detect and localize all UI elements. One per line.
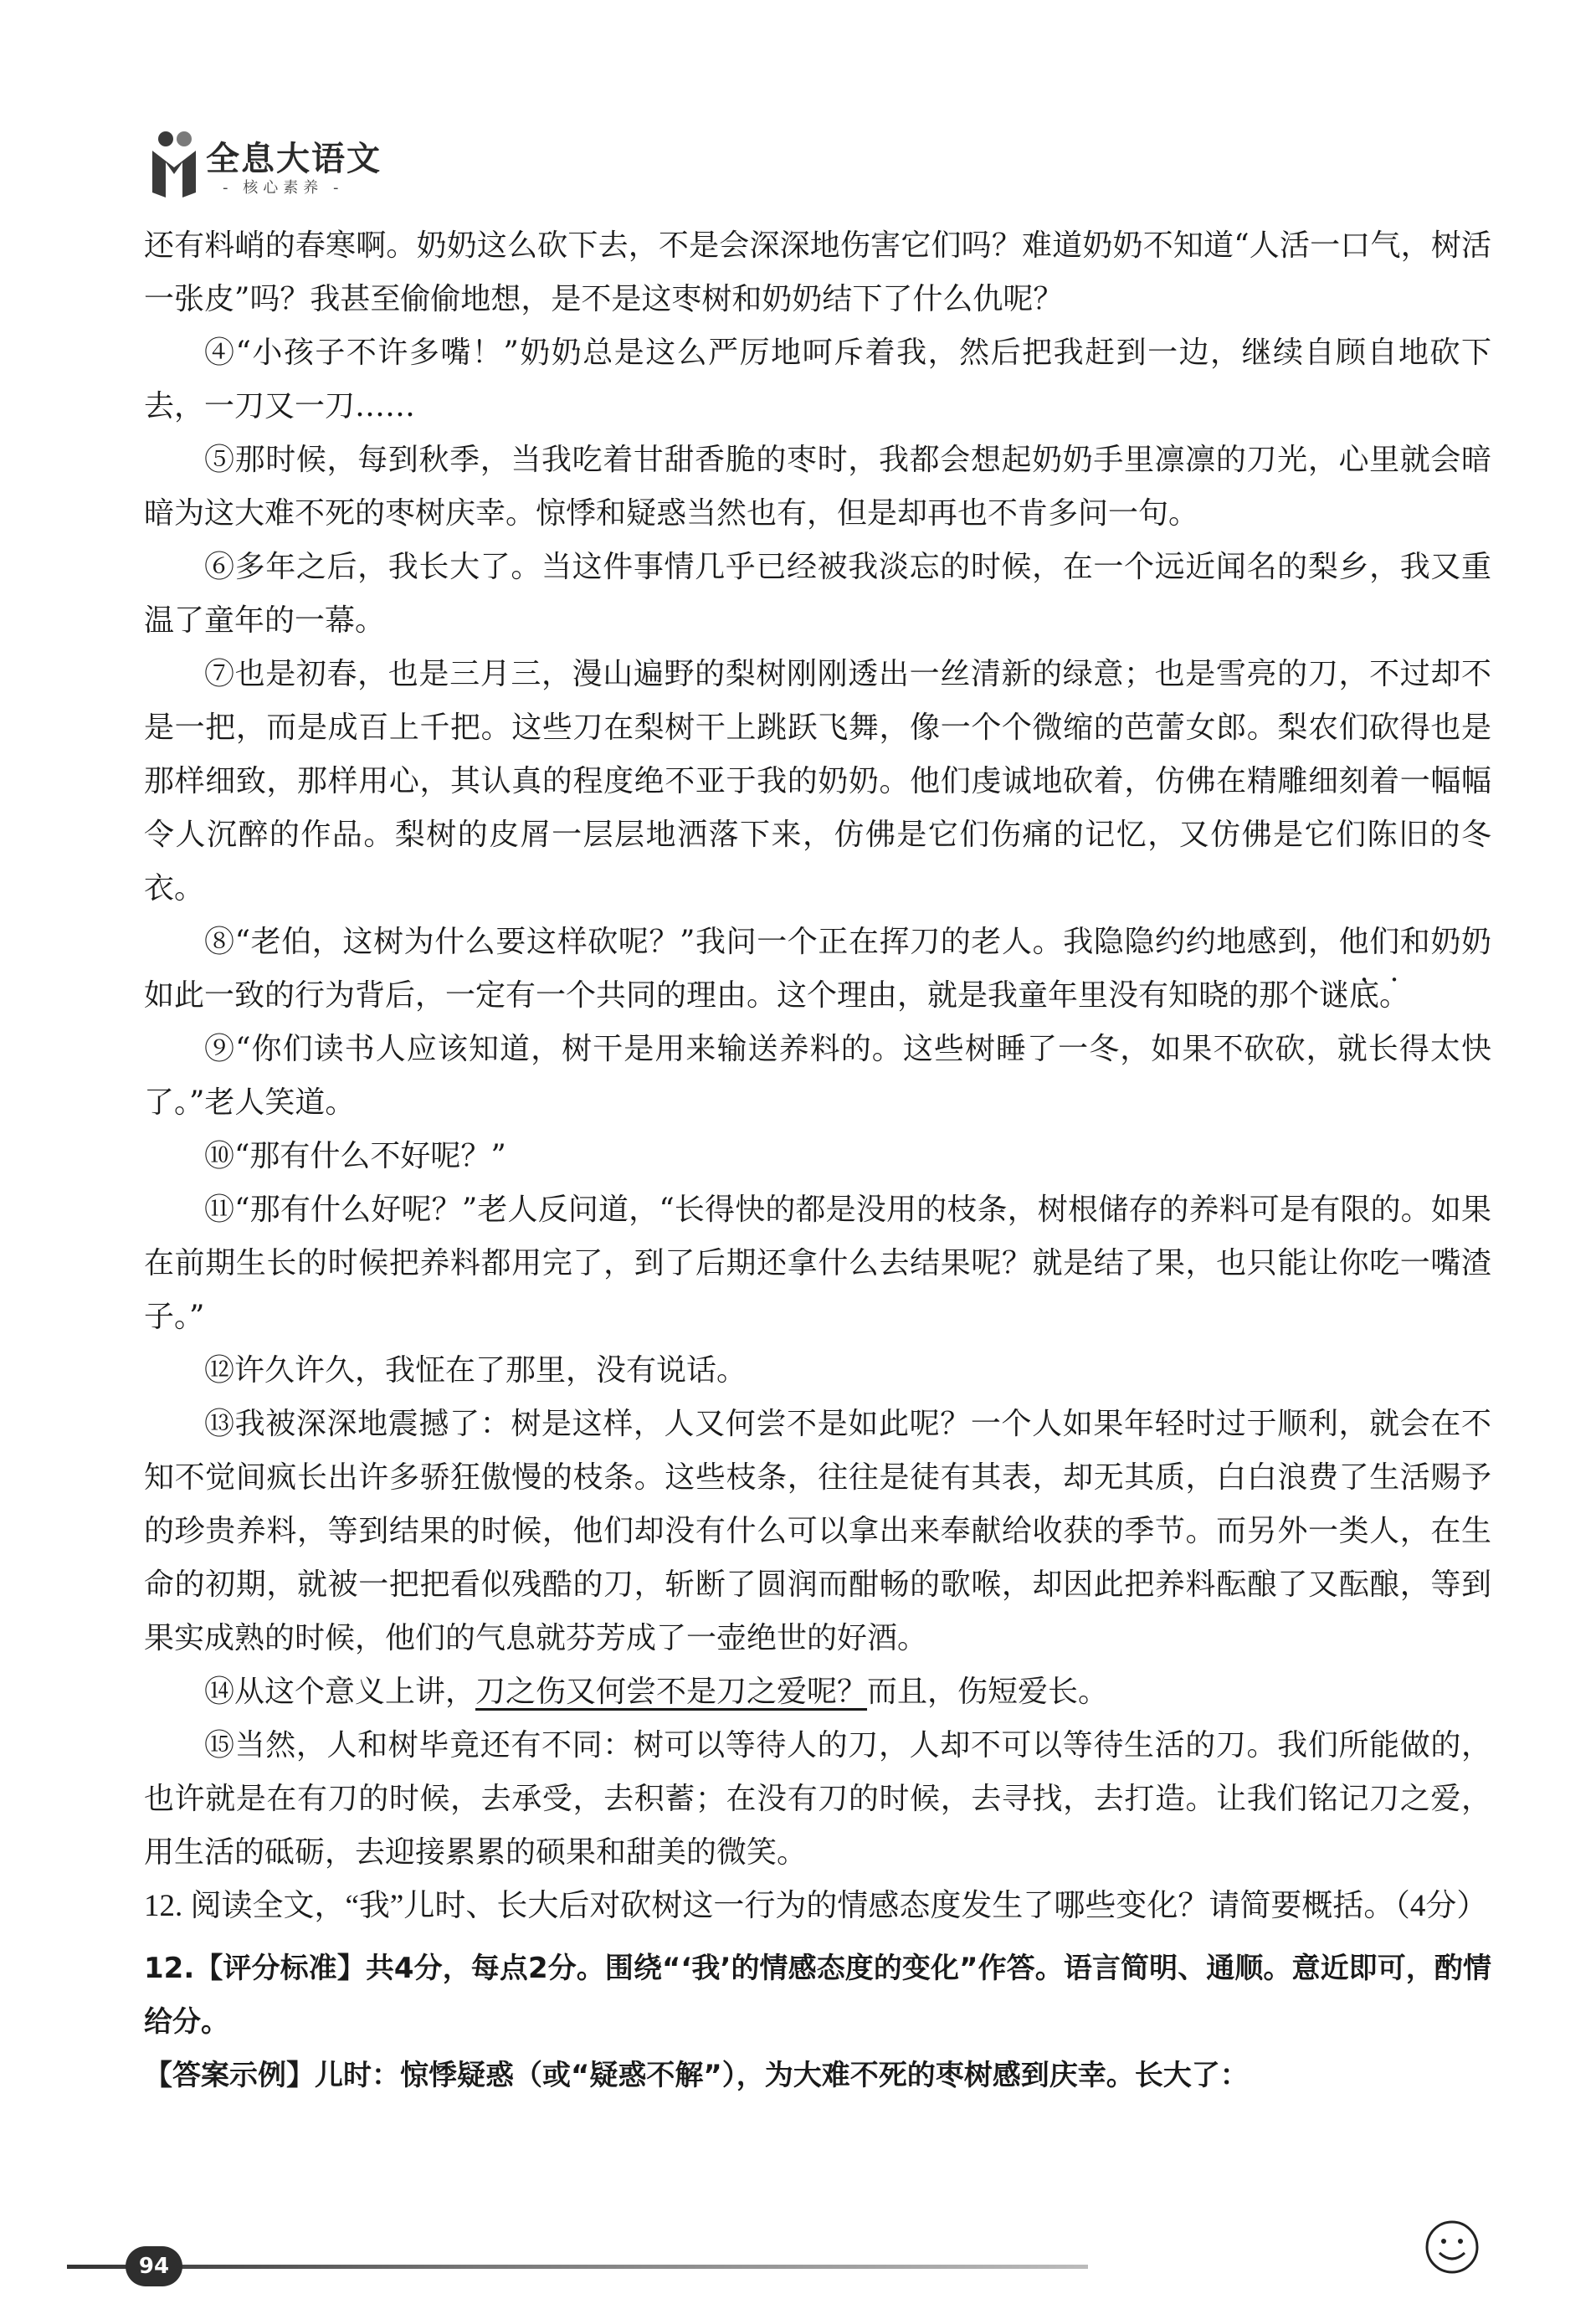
emphasis-mark-mi: 谜: [1319, 978, 1350, 1013]
paragraph-3-continued: 还有料峭的春寒啊。奶奶这么砍下去，不是会深深地伤害它们吗？难道奶奶不知道“人活一口气，树活一张皮”吗？我甚至偷偷地想，是不是这枣树和奶奶结下了什么仇呢？: [144, 228, 1491, 316]
emphasis-mark-di: 底: [1349, 978, 1380, 1013]
paragraph-8: [144, 916, 1491, 1023]
logo-title: 全息大语文: [206, 140, 382, 178]
paragraph-8-end: 。: [1379, 978, 1410, 1013]
paragraph-11: ⑪“那有什么好呢？”老人反问道，“长得快的都是没用的枝条，树根储存的养料可是有限的。如果在前期生长的时候把养料都用完了，到了后期还拿什么去结果呢？就是结了果，也只能让你吃一嘴渣子。”: [144, 1193, 1491, 1334]
paragraph-9: ⑨“你们读书人应该知道，树干是用来输送养料的。这些树睡了一冬，如果不砍砍，就长得太快了。”老人笑道。: [144, 1032, 1491, 1120]
paragraph-13: ⑬我被深深地震撼了：树是这样，人又何尝不是如此呢？一个人如果年轻时过于顺利，就会在不知不觉间疯长出许多骄狂傲慢的枝条。这些枝条，往往是徒有其表，却无其质，白白浪费了生活赐予的珍贵养料，等到结果的时候，他们却没有什么可以拿出来奉献给收获的季节。而另外一类人，在生命的初期，就被一把把看似残酷的刀，斩断了圆润而酣畅的歌喉，却因此把养料酝酿了又酝酿，等到果实成熟的时候，他们的气息就芬芳成了一壶绝世的好酒。: [144, 1407, 1491, 1655]
smiley-icon: [1423, 2218, 1481, 2276]
book-header: [149, 126, 484, 205]
paragraph-14-tail: 而且，伤短爱长。: [867, 1675, 1109, 1709]
paragraph-10: ⑩“那有什么不好呢？”: [204, 1139, 506, 1173]
question-12: 12. 阅读全文，“我”儿时、长大后对砍树这一行为的情感态度发生了哪些变化？请简要概括。（4分）: [144, 1889, 1488, 1923]
paragraph-5: ⑤那时候，每到秋季，当我吃着甘甜香脆的枣时，我都会想起奶奶手里凛凛的刀光，心里就会暗暗为这大难不死的枣树庆幸。惊悸和疑惑当然也有，但是却再也不肯多问一句。: [144, 443, 1491, 531]
page-number: 94: [126, 2246, 182, 2286]
underlined-sentence: 刀之伤又何尝不是刀之爱呢？: [475, 1675, 868, 1709]
paragraph-7: ⑦也是初春，也是三月三，漫山遍野的梨树刚刚透出一丝清新的绿意；也是雪亮的刀，不过却不是一把，而是成百上千把。这些刀在梨树干上跳跃飞舞，像一个个微缩的芭蕾女郎。梨农们砍得也是那样细致，那样用心，其认真的程度绝不亚于我的奶奶。他们虔诚地砍着，仿佛在精雕细刻着一幅幅令人沉醉的作品。梨树的皮屑一层层地洒落下来，仿佛是它们伤痛的记忆，又仿佛是它们陈旧的冬衣。: [144, 657, 1491, 906]
logo-icon: [149, 126, 199, 201]
paragraph-4: ④“小孩子不许多嘴！”奶奶总是这么严厉地呵斥着我，然后把我赶到一边，继续自顾自地砍下去，一刀又一刀……: [144, 336, 1491, 423]
footer-rule: [67, 2265, 1088, 2269]
paragraph-14-lead: ⑭从这个意义上讲，: [204, 1675, 476, 1709]
paragraph-14: [144, 1665, 1491, 1719]
paragraph-15: ⑮当然，人和树毕竟还有不同：树可以等待人的刀，人却不可以等待生活的刀。我们所能做的，也许就是在有刀的时候，去承受，去积蓄；在没有刀的时候，去寻找，去打造。让我们铭记刀之爱，用生活的砥砺，去迎接累累的硕果和甜美的微笑。: [144, 1728, 1491, 1870]
page-footer: [67, 2243, 1506, 2285]
paragraph-8-text: ⑧“老伯，这树为什么要这样砍呢？”我问一个正在挥刀的老人。我隐隐约约地感到，他们和奶奶如此一致的行为背后，一定有一个共同的理由。这个理由，就是我童年里没有知晓的那个: [144, 925, 1491, 1013]
answer-example: 【答案示例】儿时：惊悸疑惑（或“疑惑不解”），为大难不死的枣树感到庆幸。长大了：: [144, 2059, 1249, 2092]
scoring-criteria: 12.【评分标准】共4分，每点2分。围绕“‘我’的情感态度的变化”作答。语言简明、通顺。意近即可，酌情给分。: [144, 1952, 1491, 2039]
logo-subtitle: - 核心素养 -: [223, 179, 344, 197]
paragraph-6: ⑥多年之后，我长大了。当这件事情几乎已经被我淡忘的时候，在一个远近闻名的梨乡，我又重温了童年的一幕。: [144, 550, 1491, 638]
paragraph-12: ⑫许久许久，我怔在了那里，没有说话。: [204, 1353, 747, 1388]
article-body: [144, 219, 1491, 2102]
